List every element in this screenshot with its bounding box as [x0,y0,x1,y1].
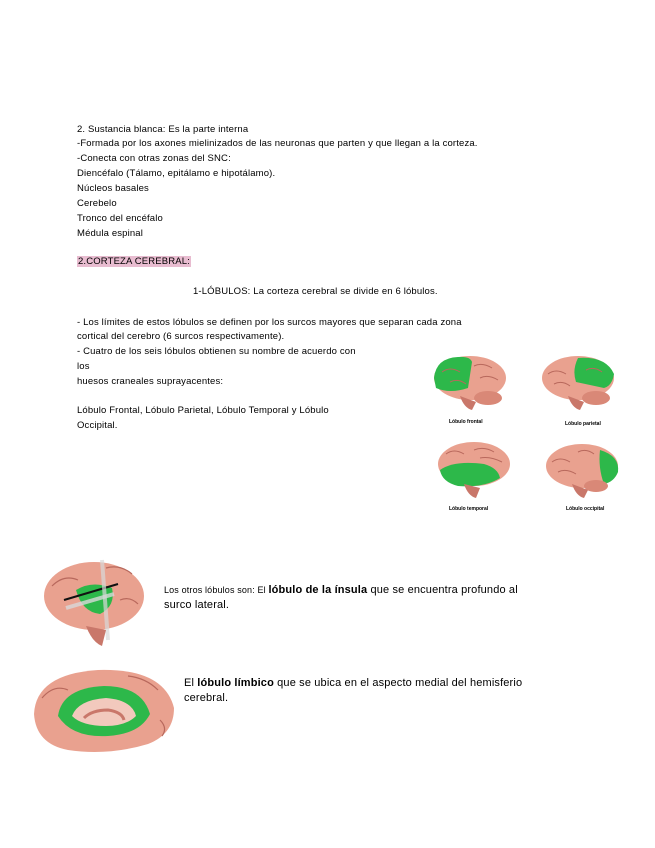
insula-suffix: que se encuentra profundo al [367,584,518,596]
limbico-bold: lóbulo límbico [197,677,274,689]
limbico-text-line1 [184,676,522,691]
paragraph-line: los [77,361,90,372]
section-title: 2. Sustancia blanca: Es la parte interna [77,124,249,135]
figure-caption: Lóbulo parietal [565,421,601,427]
brain-occipital-lobe-image [542,440,622,500]
brain-insula-image [36,550,156,650]
paragraph-line: - Cuatro de los seis lóbulos obtienen su nombre de acuerdo con [77,346,356,357]
insula-bold: lóbulo de la ínsula [268,584,368,596]
limbico-text-line2: cerebral. [184,692,229,704]
insula-text-line2: surco lateral. [164,599,230,611]
limbico-prefix: El [184,677,198,689]
text-line: -Conecta con otras zonas del SNC: [77,153,231,164]
paragraph-line: huesos craneales suprayacentes: [77,376,224,387]
limbico-suffix: que se ubica en el aspecto medial del hemisferio [273,677,523,689]
text-line: Médula espinal [77,228,144,239]
highlighted-heading: 2.CORTEZA CEREBRAL: [78,256,190,267]
figure-caption: Lóbulo occipital [566,506,605,512]
brain-parietal-lobe-image [538,352,618,412]
paragraph-line: cortical del cerebro (6 surcos respectivamente). [77,331,285,342]
section-heading [77,256,191,268]
text-line: Diencéfalo (Tálamo, epitálamo e hipotálamo). [77,168,276,179]
insula-text-line1 [164,583,518,598]
insula-prefix: Los otros lóbulos son: El [164,585,269,595]
figure-caption: Lóbulo temporal [449,506,489,512]
brain-frontal-lobe-image [430,352,510,412]
paragraph-line: Occipital. [77,420,118,431]
text-line: Cerebelo [77,198,117,209]
figure-caption: Lóbulo frontal [449,419,483,425]
lobulos-title: 1-LÓBULOS: La corteza cerebral se divide en 6 lóbulos. [193,286,438,297]
brain-temporal-lobe-image [434,438,514,500]
text-line: -Formada por los axones mielinizados de las neuronas que parten y que llegan a la corteza. [77,138,478,149]
brain-limbic-lobe-image [28,664,178,760]
paragraph-line: - Los límites de estos lóbulos se definen por los surcos mayores que separan cada zona [77,317,462,328]
text-line: Núcleos basales [77,183,149,194]
text-line: Tronco del encéfalo [77,213,163,224]
paragraph-line: Lóbulo Frontal, Lóbulo Parietal, Lóbulo Temporal y Lóbulo [77,405,329,416]
